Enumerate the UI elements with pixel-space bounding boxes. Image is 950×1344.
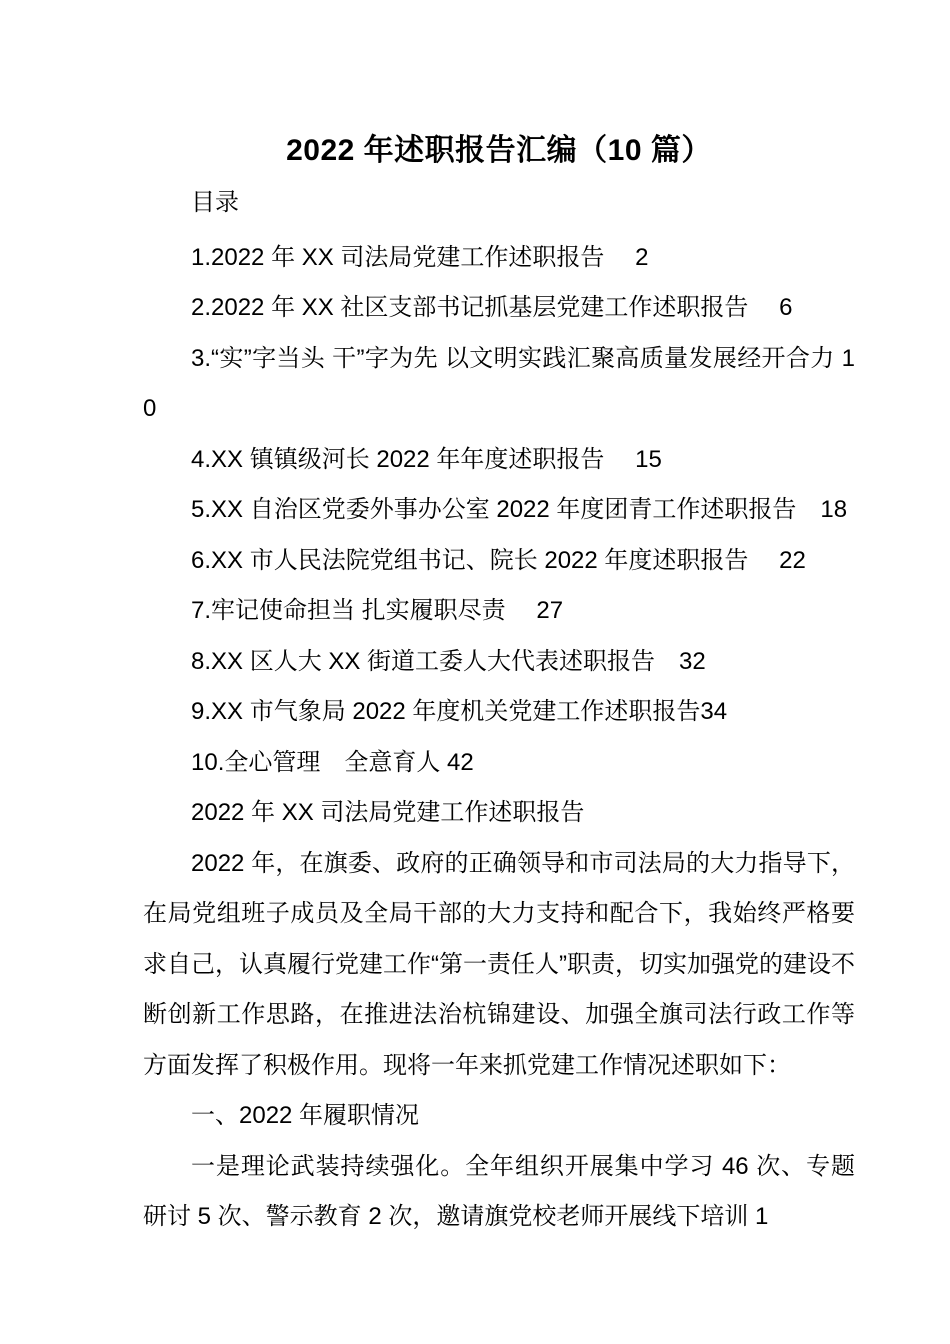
toc-entry: 10.全心管理 全意育人 42 xyxy=(191,748,474,776)
paragraph: 一是理论武装持续强化。全年组织开展集中学习 46 次、专题研讨 5 次、警示教育 2 次，邀请旗党校老师开展线下培训 1 xyxy=(143,1152,855,1230)
toc-entry: 8.XX 区人大 XX 街道工委人大代表述职报告 32 xyxy=(191,647,706,675)
toc-entry: 7.牢记使命担当 扎实履职尽责 27 xyxy=(191,597,564,624)
toc-heading: 目录 xyxy=(191,189,239,216)
document-title: 2022 年述职报告汇编（10 篇） xyxy=(286,134,712,167)
toc-entry: 9.XX 市气象局 2022 年度机关党建工作述职报告34 xyxy=(191,698,728,725)
toc-list xyxy=(143,233,855,789)
toc-entry: 3.“实”字当头 干”字为先 以文明实践汇聚高质量发展经开合力 10 xyxy=(143,344,855,422)
paragraph: 2022 年 XX 司法局党建工作述职报告 xyxy=(191,799,585,826)
paragraph: 2022 年，在旗委、政府的正确领导和市司法局的大力指导下，在局党组班子成员及全局干部的大力支持和配合下，我始终严格要求自己，认真履行党建工作“第一责任人”职责，切实加强党的建设不断创新工作思路，在推进法治杭锦建设、加强全旗司法行政工作等方面发挥了积极作用。现将一年来抓党建工作情况述职如下： xyxy=(143,849,855,1079)
toc-entry: 1.2022 年 XX 司法局党建工作述职报告 2 xyxy=(191,243,649,271)
toc-entry: 2.2022 年 XX 社区支部书记抓基层党建工作述职报告 6 xyxy=(191,294,793,321)
document-body xyxy=(143,788,855,1243)
paragraph: 一、2022 年履职情况 xyxy=(191,1102,420,1129)
toc-entry: 4.XX 镇镇级河长 2022 年年度述职报告 15 xyxy=(191,445,662,473)
toc-entry: 6.XX 市人民法院党组书记、院长 2022 年度述职报告 22 xyxy=(191,546,806,574)
toc-entry: 5.XX 自治区党委外事办公室 2022 年度团青工作述职报告 18 xyxy=(191,496,848,523)
